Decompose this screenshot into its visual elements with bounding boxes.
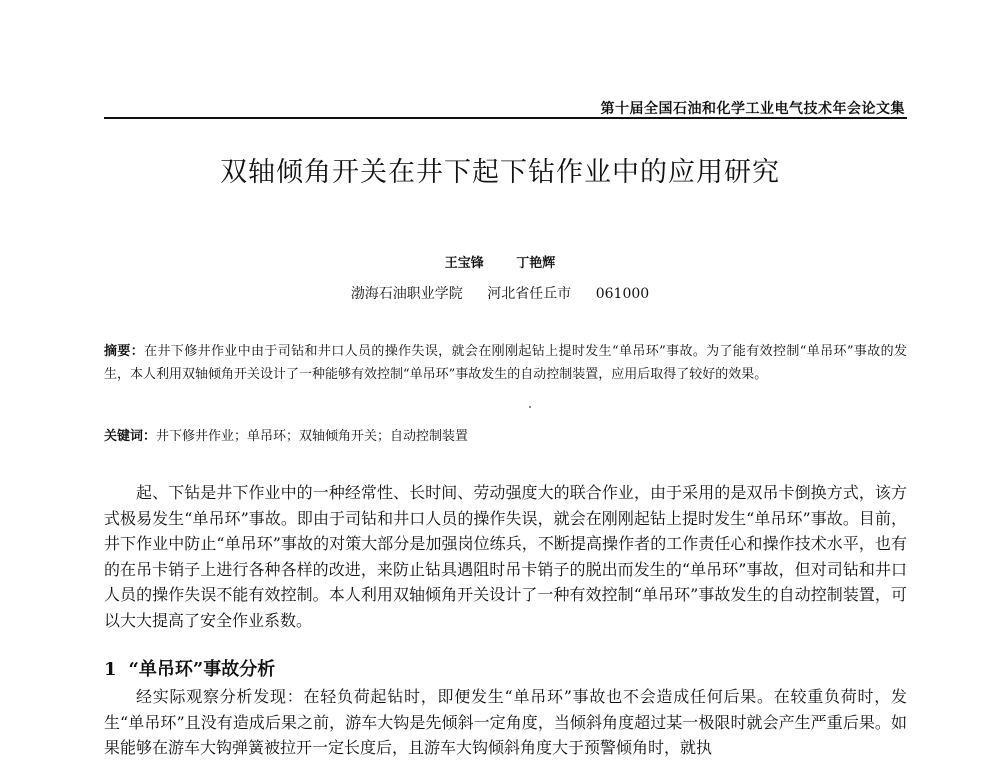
affiliation-postcode: 061000 [595,286,650,302]
keywords-text: 井下修井作业；单吊环；双轴倾角开关；自动控制装置 [156,429,469,444]
abstract [104,340,907,386]
author-list [0,252,1000,271]
author-name: 丁艳辉 [516,256,556,271]
abstract-label: 摘要： [104,344,145,359]
author-name: 王宝锋 [444,256,484,271]
section-number: 1 [104,659,117,680]
affiliation-location: 河北省任丘市 [487,286,572,302]
abstract-text: 在井下修井作业中由于司钻和井口人员的操作失误，就会在刚刚起钻上提时发生“单吊环”事故。为了能有效控制“单吊环”事故的发生，本人利用双轴倾角开关设计了一种能够有效控制“单吊环”事故发生的自动控制装置，应用后取得了较好的效果。 [104,344,907,382]
header-rule [104,117,907,119]
paper-title: 双轴倾角开关在井下起下钻作业中的应用研究 [220,157,780,188]
section-heading [104,655,287,681]
keywords [104,425,907,444]
running-head: 第十届全国石油和化学工业电气技术年会论文集 [600,101,905,117]
affiliation-institution: 渤海石油职业学院 [350,286,463,302]
scan-speck [529,406,531,408]
section-title: “单吊环”事故分析 [128,659,276,680]
body-paragraph: 起、下钻是井下作业中的一种经常性、长时间、劳动强度大的联合作业，由于采用的是双吊卡倒换方式，该方式极易发生“单吊环”事故。即由于司钻和井口人员的操作失误，就会在刚刚起钻上提时发生“单吊环”事故。目前，井下作业中防止“单吊环”事故的对策大部分是加强岗位练兵，不断提高操作者的工作责任心和操作技术水平，也有的在吊卡销子上进行各种各样的改进，来防止钻具遇阻时吊卡销子的脱出而发生的“单吊环”事故，但对司钻和井口人员的操作失误不能有效控制。本人利用双轴倾角开关设计了一种有效控制“单吊环”事故发生的自动控制装置，可以大大提高了安全作业系数。 [104,483,907,630]
keywords-label: 关键词： [104,429,157,444]
affiliation [0,283,1000,303]
body-paragraph: 经实际观察分析发现：在轻负荷起钻时，即便发生“单吊环”事故也不会造成任何后果。在较重负荷时，发生“单吊环”且没有造成后果之前，游车大钩是先倾斜一定角度，当倾斜角度超过某一极限时就会产生严重后果。如果能够在游车大钩弹簧被拉开一定长度后，且游车大钩倾斜角度大于预警倾角时，就执 [104,687,907,758]
